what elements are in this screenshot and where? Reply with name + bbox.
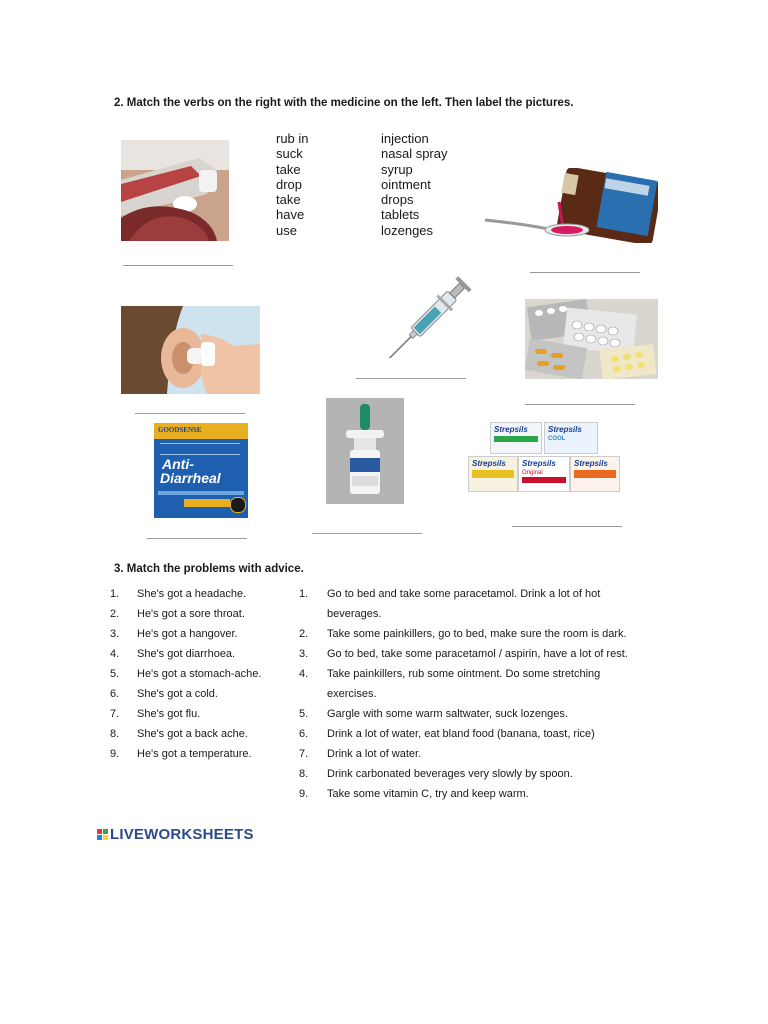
problem-text: He's got a sore throat. bbox=[137, 608, 245, 620]
diarrheal-label: Diarrheal bbox=[160, 470, 221, 486]
ointment-picture bbox=[121, 140, 229, 241]
strepsils-box bbox=[570, 456, 620, 492]
strepsils-brand: Strepsils bbox=[522, 459, 556, 468]
problem-number: 3. bbox=[110, 628, 120, 640]
nasal-spray-picture bbox=[326, 398, 404, 504]
advice-text: Take some vitamin C, try and keep warm. bbox=[327, 788, 529, 800]
ear-drops-picture bbox=[121, 306, 260, 394]
medicine-item: ointment bbox=[381, 176, 431, 192]
anti-label: Anti- bbox=[162, 456, 194, 472]
answer-line[interactable] bbox=[147, 538, 247, 539]
verb-item: drop bbox=[276, 176, 303, 192]
problem-text: She's got diarrhoea. bbox=[137, 648, 236, 660]
problem-number: 2. bbox=[110, 608, 120, 620]
verb-item: use bbox=[276, 222, 297, 238]
medicine-item: drops bbox=[381, 192, 414, 208]
advice-text: beverages. bbox=[327, 608, 382, 620]
box-stripe bbox=[522, 477, 566, 483]
tablets-illustration bbox=[525, 299, 658, 379]
problem-text: She's got a back ache. bbox=[137, 728, 248, 740]
box-seal bbox=[230, 497, 246, 513]
strepsils-brand: Strepsils bbox=[574, 459, 608, 468]
answer-line[interactable] bbox=[525, 404, 635, 405]
exercise-2-heading: 2. Match the verbs on the right with the medicine on the left. Then label the pictures. bbox=[114, 97, 574, 109]
problem-number: 8. bbox=[110, 728, 120, 740]
box-yellow-tag bbox=[184, 499, 230, 507]
answer-line[interactable] bbox=[512, 526, 622, 527]
tablets-picture bbox=[525, 299, 658, 379]
strepsils-brand: Strepsils bbox=[472, 459, 506, 468]
answer-line[interactable] bbox=[135, 413, 245, 414]
advice-number: 7. bbox=[299, 748, 309, 760]
problem-text: He's got a temperature. bbox=[137, 748, 252, 760]
advice-text: Go to bed, take some paracetamol / aspirin, have a lot of rest. bbox=[327, 648, 628, 660]
medicines-column bbox=[381, 131, 447, 238]
syrup-picture bbox=[483, 168, 658, 243]
strepsils-box bbox=[518, 456, 570, 492]
injection-picture bbox=[386, 272, 478, 358]
box-stripe bbox=[494, 436, 538, 442]
advice-text: Drink a lot of water. bbox=[327, 748, 422, 760]
ear-drops-illustration bbox=[121, 306, 260, 394]
advice-number: 5. bbox=[299, 708, 309, 720]
problem-number: 7. bbox=[110, 708, 120, 720]
logo-mark-icon bbox=[97, 829, 109, 841]
problem-text: He's got a stomach-ache. bbox=[137, 668, 262, 680]
advice-number: 1. bbox=[299, 588, 309, 600]
advice-number: 6. bbox=[299, 728, 309, 740]
problem-number: 6. bbox=[110, 688, 120, 700]
strepsils-box bbox=[468, 456, 518, 492]
goodsense-brand: GOODSENSE bbox=[158, 426, 202, 434]
problem-number: 1. bbox=[110, 588, 120, 600]
ointment-illustration bbox=[121, 140, 229, 241]
nasal-spray-illustration bbox=[326, 398, 404, 504]
answer-line[interactable] bbox=[312, 533, 422, 534]
medicine-item: syrup bbox=[381, 161, 413, 177]
answer-line[interactable] bbox=[123, 265, 233, 266]
strepsils-original: Original bbox=[522, 470, 543, 476]
verb-item: take bbox=[276, 192, 301, 208]
advice-number: 8. bbox=[299, 768, 309, 780]
advice-number: 2. bbox=[299, 628, 309, 640]
verbs-column bbox=[276, 131, 309, 238]
lozenges-picture bbox=[468, 420, 620, 494]
box-fineprint bbox=[160, 443, 240, 455]
strepsils-cool: COOL bbox=[548, 436, 566, 442]
logo-text: LIVEWORKSHEETS bbox=[110, 826, 254, 843]
advice-text: Take some painkillers, go to bed, make sure the room is dark. bbox=[327, 628, 627, 640]
exercise-3-heading: 3. Match the problems with advice. bbox=[114, 563, 304, 575]
problem-text: She's got a cold. bbox=[137, 688, 218, 700]
problem-text: She's got flu. bbox=[137, 708, 201, 720]
verb-item: suck bbox=[276, 146, 303, 162]
advice-number: 3. bbox=[299, 648, 309, 660]
problem-text: She's got a headache. bbox=[137, 588, 247, 600]
verb-item: have bbox=[276, 207, 305, 223]
box-stripe bbox=[472, 470, 514, 478]
medicine-item: tablets bbox=[381, 207, 420, 223]
advice-text: Go to bed and take some paracetamol. Drink a lot of hot bbox=[327, 588, 601, 600]
problem-number: 5. bbox=[110, 668, 120, 680]
advice-text: Gargle with some warm saltwater, suck lozenges. bbox=[327, 708, 568, 720]
problem-number: 4. bbox=[110, 648, 120, 660]
strepsils-brand: Strepsils bbox=[548, 425, 582, 434]
medicine-item: lozenges bbox=[381, 222, 434, 238]
problem-text: He's got a hangover. bbox=[137, 628, 238, 640]
advice-text: Drink a lot of water, eat bland food (banana, toast, rice) bbox=[327, 728, 595, 740]
answer-line[interactable] bbox=[530, 272, 640, 273]
anti-diarrheal-box bbox=[154, 423, 248, 518]
advice-text: Drink carbonated beverages very slowly by spoon. bbox=[327, 768, 573, 780]
advice-number: 4. bbox=[299, 668, 309, 680]
answer-line[interactable] bbox=[356, 378, 466, 379]
problem-number: 9. bbox=[110, 748, 120, 760]
syringe-illustration bbox=[386, 272, 478, 358]
box-stripe bbox=[574, 470, 616, 478]
advice-number: 9. bbox=[299, 788, 309, 800]
advice-text: exercises. bbox=[327, 688, 377, 700]
verb-item: take bbox=[276, 161, 301, 177]
strepsils-box bbox=[490, 422, 542, 454]
syrup-illustration bbox=[483, 168, 658, 243]
strepsils-box bbox=[544, 422, 598, 454]
medicine-item: nasal spray bbox=[381, 146, 448, 162]
verb-item: rub in bbox=[276, 131, 309, 146]
advice-text: Take painkillers, rub some ointment. Do some stretching bbox=[327, 668, 601, 680]
box-stripe bbox=[158, 491, 244, 495]
medicine-item: injection bbox=[381, 131, 429, 146]
strepsils-brand: Strepsils bbox=[494, 425, 528, 434]
